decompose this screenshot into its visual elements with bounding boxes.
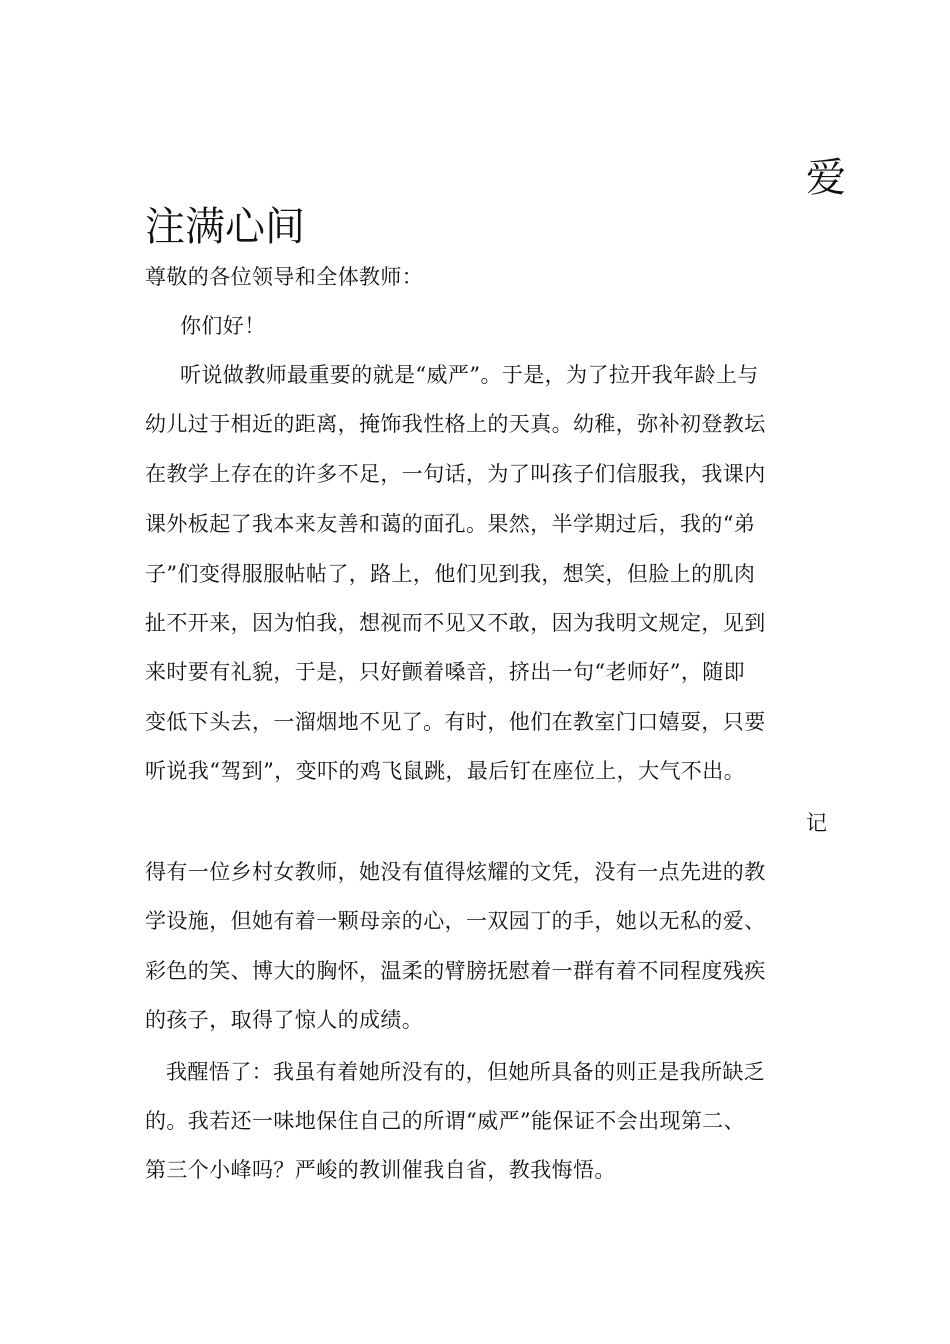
paragraph2-line: 的孩子，取得了惊人的成绩。 <box>145 1008 424 1032</box>
paragraph1-line: 扯不开来，因为怕我，想视而不见又不敢，因为我明文规定，见到 <box>145 611 766 635</box>
paragraph1-line: 子”们变得服服帖帖了，路上，他们见到我，想笑，但脸上的肌肉 <box>145 562 756 586</box>
paragraph1-line: 幼儿过于相近的距离，掩饰我性格上的天真。幼稚，弥补初登教坛 <box>145 412 766 436</box>
paragraph1-line: 来时要有礼貌，于是，只好颤着嗓音，挤出一句“老师好”，随即 <box>145 660 746 684</box>
paragraph3-line: 我醒悟了：我虽有着她所没有的，但她所具备的则正是我所缺乏 <box>166 1060 766 1084</box>
paragraph1-line: 听说做教师最重要的就是“威严”。于是，为了拉开我年龄上与 <box>180 363 759 387</box>
paragraph1-line: 课外板起了我本来友善和蔼的面孔。果然，半学期过后，我的“弟 <box>145 512 756 536</box>
paragraph1-line: 在教学上存在的许多不足，一句话，为了叫孩子们信服我，我课内 <box>145 462 766 486</box>
paragraph1-line: 变低下头去，一溜烟地不见了。有时，他们在教室门口嬉耍，只要 <box>145 710 766 734</box>
greeting: 你们好！ <box>180 314 266 338</box>
paragraph3-line: 的。我若还一味地保住自己的所谓“威严”能保证不会出现第二、 <box>145 1109 746 1133</box>
title-rest: 注满心间 <box>145 204 305 250</box>
title-first-char: 爱 <box>806 155 846 201</box>
paragraph3-line: 第三个小峰吗？严峻的教训催我自省，教我悔悟。 <box>145 1158 616 1182</box>
paragraph2-line: 得有一位乡村女教师，她没有值得炫耀的文凭，没有一点先进的教 <box>145 860 766 884</box>
salutation: 尊敬的各位领导和全体教师： <box>145 265 424 289</box>
paragraph1-line: 听说我“驾到”，变吓的鸡飞鼠跳，最后钉在座位上，大气不出。 <box>145 759 746 783</box>
paragraph2-line: 学设施，但她有着一颗母亲的心，一双园丁的手，她以无私的爱、 <box>145 909 766 933</box>
paragraph2-line: 彩色的笑、博大的胸怀，温柔的臂膀抚慰着一群有着不同程度残疾 <box>145 959 766 983</box>
paragraph2-first-char: 记 <box>806 811 827 835</box>
